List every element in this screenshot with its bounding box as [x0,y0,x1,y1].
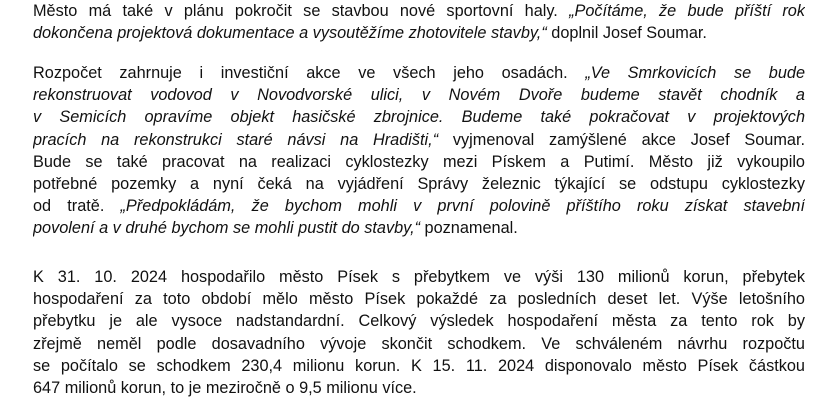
text-line [33,310,805,332]
text-line [33,0,805,22]
text-line [33,129,805,151]
body-text: 647 milionů korun, to je meziročně o 9,5 milionu více. [33,379,417,398]
text-line [33,217,805,239]
body-text: přebytku je ale vysoce nadstandardní. Celkový výsledek hospodaření města za tento rok by [33,312,805,331]
body-text: potřebné pozemky a nyní čeká na vyjádření Správy železnic týkající se odstupu cyklostezky [33,175,805,194]
paragraph-sports-hall [33,0,805,44]
body-text: doplnil Josef Soumar. [546,24,707,43]
text-line [33,288,805,310]
body-text: poznamenal. [420,219,518,238]
body-text: Město má také v plánu pokročit se stavbou nové sportovní haly. [33,2,570,20]
quote-text: povolení a v druhé bychom se mohli pustit do stavby,“ [33,219,421,238]
quote-text: rekonstruovat vodovod v Novodvorské ulici, v Novém Dvoře budeme stavět chodník a [33,86,805,105]
body-text: Rozpočet zahrnuje i investiční akce ve všech jeho osadách. [33,64,586,82]
body-text: Bude se také pracovat na realizaci cyklostezky mezi Pískem a Putimí. Město již vykoupilo [33,152,805,171]
text-line [33,62,805,84]
body-text: K 31. 10. 2024 hospodařilo město Písek s přebytkem ve výši 130 milionů korun, přebytek [33,268,805,286]
text-line [33,355,805,377]
quote-text: pracích na rekonstrukci staré návsi na Hradišti,“ [33,130,439,149]
text-line [33,333,805,355]
text-line [33,151,805,173]
body-text: se počítalo se schodkem 230,4 milionu korun. K 15. 11. 2024 disponovalo město Písek částkou [33,356,805,375]
text-line [33,377,805,399]
body-text: zřejmě neměl podle dosavadního vývoje skončit schodkem. Ve schváleném návrhu rozpočtu [33,334,805,353]
body-text: vyjmenoval zamýšlené akce Josef Soumar. [438,130,805,149]
body-text: od tratě. [33,197,121,216]
paragraph-budget-investments [33,62,805,240]
quote-text: „Počítáme, že bude příští rok [569,2,805,20]
quote-text: dokončena projektová dokumentace a vysoutěžíme zhotovitele stavby,“ [33,24,547,43]
text-line [33,173,805,195]
body-text: hospodaření za toto období mělo město Písek pokaždé za posledních deset let. Výše letošního [33,290,805,309]
text-line [33,84,805,106]
text-line [33,106,805,128]
text-line [33,22,805,44]
paragraph-economic-result [33,266,805,399]
quote-text: v Semicích opravíme objekt hasičské zbrojnice. Budeme také pokračovat v projektových [33,108,805,127]
text-line [33,195,805,217]
text-line [33,266,805,288]
quote-text: „Předpokládám, že bychom mohli v první polovině příštího roku získat stavební [120,197,805,216]
quote-text: „Ve Smrkovicích se bude [585,64,805,82]
